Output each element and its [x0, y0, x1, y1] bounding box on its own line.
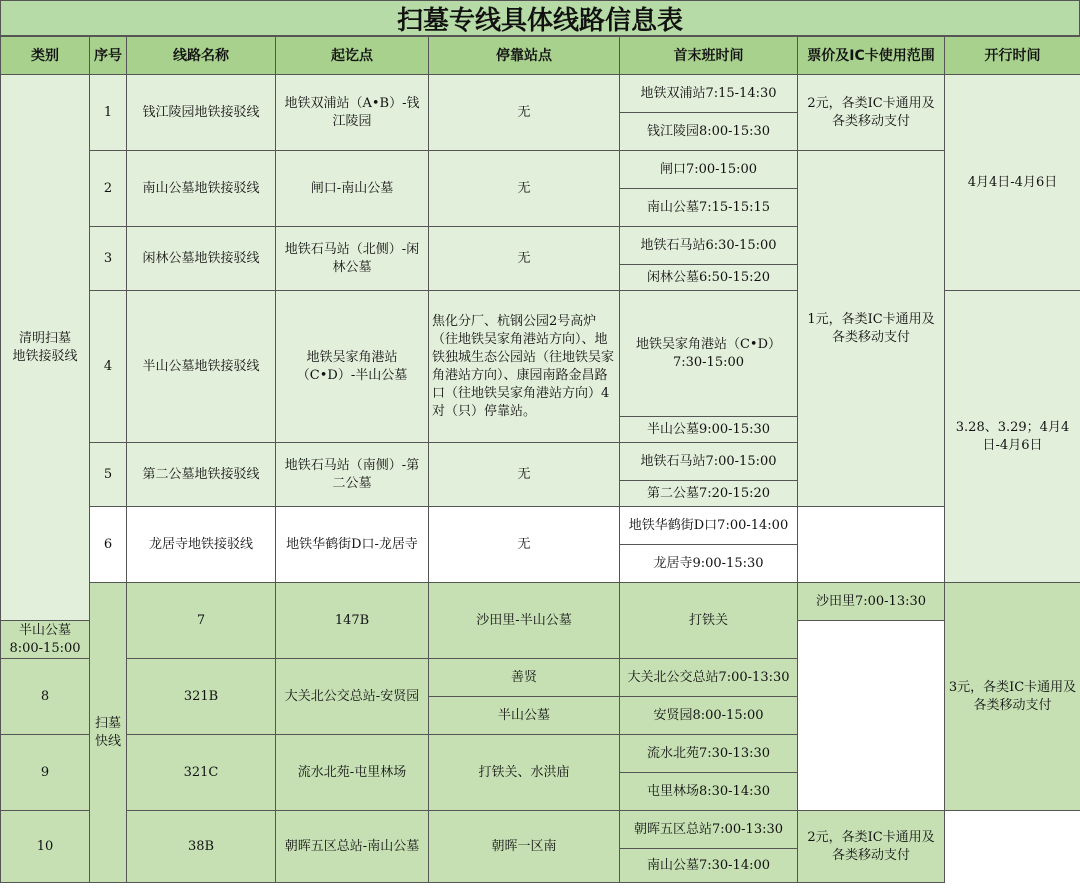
- route-stops: 无: [429, 443, 620, 507]
- route-stops: 无: [429, 75, 620, 151]
- last-time: 安贤园8:00-15:00: [620, 697, 798, 735]
- route-stops: 无: [429, 507, 620, 583]
- last-time: 南山公墓7:30-14:00: [620, 849, 798, 883]
- route-number: 9: [1, 735, 90, 811]
- route-table: [0, 36, 1080, 883]
- first-time: 流水北苑7:30-13:30: [620, 735, 798, 773]
- route-od: 大关北公交总站-安贤园: [276, 659, 429, 735]
- route-name: 第二公墓地铁接驳线: [127, 443, 276, 507]
- group-cell: 扫墓快线: [90, 583, 127, 883]
- table-row: [1, 75, 1080, 113]
- group-cell: 清明扫墓 地铁接驳线: [1, 75, 90, 621]
- header-service-dates: 开行时间: [945, 37, 1080, 75]
- first-time: 地铁华鹤街D口7:00-14:00: [620, 507, 798, 545]
- fare-cell: 2元，各类IC卡通用及各类移动支付: [798, 811, 945, 883]
- route-od: 闸口-南山公墓: [276, 151, 429, 227]
- route-stops: 无: [429, 151, 620, 227]
- route-name: 38B: [127, 811, 276, 883]
- first-time: 地铁石马站7:00-15:00: [620, 443, 798, 481]
- route-od: 地铁石马站（北侧）-闲林公墓: [276, 227, 429, 291]
- first-time: 地铁吴家角港站（C•D）7:30-15:00: [620, 291, 798, 417]
- fare-cell: 2元，各类IC卡通用及各类移动支付: [798, 75, 945, 151]
- last-time: 屯里林场8:30-14:30: [620, 773, 798, 811]
- header-first-last-time: 首末班时间: [620, 37, 798, 75]
- route-number: 8: [1, 659, 90, 735]
- route-name: 321C: [127, 735, 276, 811]
- dates-cell: 3.28、3.29；4月4日-4月6日: [945, 291, 1080, 583]
- header-category: 类别: [1, 37, 90, 75]
- route-od: 地铁石马站（南侧）-第二公墓: [276, 443, 429, 507]
- first-time: 地铁石马站6:30-15:00: [620, 227, 798, 265]
- route-name: 闲林公墓地铁接驳线: [127, 227, 276, 291]
- header-origin-destination: 起讫点: [276, 37, 429, 75]
- last-time: 南山公墓7:15-15:15: [620, 189, 798, 227]
- route-od: 地铁双浦站（A•B）-钱江陵园: [276, 75, 429, 151]
- first-time: 地铁双浦站7:15-14:30: [620, 75, 798, 113]
- first-time: 闸口7:00-15:00: [620, 151, 798, 189]
- header-number: 序号: [90, 37, 127, 75]
- route-number: 4: [90, 291, 127, 443]
- route-number: 6: [90, 507, 127, 583]
- route-name: 南山公墓地铁接驳线: [127, 151, 276, 227]
- route-od: 地铁华鹤街D口-龙居寺: [276, 507, 429, 583]
- header-stops: 停靠站点: [429, 37, 620, 75]
- header-fare: 票价及IC卡使用范围: [798, 37, 945, 75]
- header-row: [1, 37, 1080, 75]
- route-stops: 无: [429, 227, 620, 291]
- route-stops: 打铁关: [620, 583, 798, 659]
- table-row: [1, 811, 1080, 849]
- route-od: 地铁吴家角港站（C•D）-半山公墓: [276, 291, 429, 443]
- route-name: 龙居寺地铁接驳线: [127, 507, 276, 583]
- route-od: 沙田里-半山公墓: [429, 583, 620, 659]
- route-number: 1: [90, 75, 127, 151]
- route-stops: 朝晖一区南: [429, 811, 620, 883]
- last-time: 半山公墓8:00-15:00: [1, 621, 90, 659]
- route-stops: 半山公墓: [429, 697, 620, 735]
- route-name: 321B: [127, 659, 276, 735]
- fare-cell: 1元，各类IC卡通用及各类移动支付: [798, 151, 945, 507]
- table-row: [1, 659, 1080, 697]
- route-number: 3: [90, 227, 127, 291]
- route-od: 朝晖五区总站-南山公墓: [276, 811, 429, 883]
- route-stops: 焦化分厂、杭钢公园2号高炉（往地铁吴家角港站方向）、地铁独城生态公园站（往地铁吴家角港站方向）、康园南路金昌路口（往地铁吴家角港站方向）4对（只）停靠站。: [429, 291, 620, 443]
- last-time: 钱江陵园8:00-15:30: [620, 113, 798, 151]
- first-time: 朝晖五区总站7:00-13:30: [620, 811, 798, 849]
- dates-cell: 4月4日-4月6日: [945, 75, 1080, 291]
- table-row: [1, 583, 1080, 621]
- route-stops: 善贤: [429, 659, 620, 697]
- last-time: 半山公墓9:00-15:30: [620, 417, 798, 443]
- route-name: 钱江陵园地铁接驳线: [127, 75, 276, 151]
- route-number: 7: [127, 583, 276, 659]
- route-name: 147B: [276, 583, 429, 659]
- fare-cell: 3元，各类IC卡通用及各类移动支付: [945, 583, 1080, 811]
- table-row: [1, 507, 1080, 545]
- route-name: 半山公墓地铁接驳线: [127, 291, 276, 443]
- route-number: 10: [1, 811, 90, 883]
- last-time: 龙居寺9:00-15:30: [620, 545, 798, 583]
- table-row: [1, 735, 1080, 773]
- last-time: 闲林公墓6:50-15:20: [620, 265, 798, 291]
- route-od: 流水北苑-屯里林场: [276, 735, 429, 811]
- first-time: 大关北公交总站7:00-13:30: [620, 659, 798, 697]
- table-row: [1, 151, 1080, 189]
- last-time: 第二公墓7:20-15:20: [620, 481, 798, 507]
- route-stops: 打铁关、水洪庙: [429, 735, 620, 811]
- header-route-name: 线路名称: [127, 37, 276, 75]
- table-title: 扫墓专线具体线路信息表: [0, 0, 1080, 36]
- route-number: 5: [90, 443, 127, 507]
- first-time: 沙田里7:00-13:30: [798, 583, 945, 621]
- route-number: 2: [90, 151, 127, 227]
